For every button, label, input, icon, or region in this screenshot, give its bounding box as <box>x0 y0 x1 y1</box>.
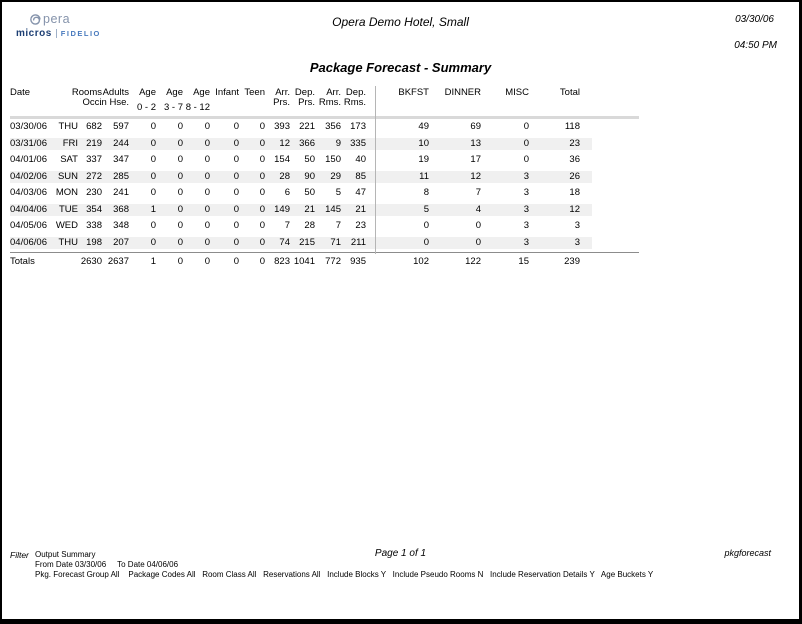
cell-teen: 0 <box>259 154 265 165</box>
cell-age-0-2: 0 <box>150 121 156 132</box>
cell-adults-in-hse: 347 <box>113 154 129 165</box>
col-header-teen: Teen <box>244 87 265 98</box>
cell-age-3-7: 0 <box>177 187 183 198</box>
cell-age-8-12: 0 <box>204 187 210 198</box>
cell-arr-prs: 28 <box>279 170 290 182</box>
forecast-table <box>10 119 592 251</box>
cell-date: 04/06/06 <box>10 236 47 248</box>
cell-age-8-12: 0 <box>204 121 210 132</box>
cell-age-8-12: 0 <box>204 236 210 248</box>
cell-infant: 0 <box>233 121 239 132</box>
cell-bkfst: 49 <box>418 121 429 132</box>
section-divider <box>375 86 376 254</box>
cell-rooms-occ: 354 <box>86 203 102 215</box>
cell-teen: 0 <box>259 187 265 198</box>
cell-arr-prs: 149 <box>274 203 290 215</box>
cell-day: MON <box>55 187 78 198</box>
print-date: 03/30/06 <box>735 14 774 25</box>
cell-infant: 0 <box>233 220 239 231</box>
cell-bkfst: 19 <box>418 154 429 165</box>
cell-date: 04/05/06 <box>10 220 47 231</box>
cell-adults-in-hse: 597 <box>113 121 129 132</box>
cell-date: 04/02/06 <box>10 170 47 182</box>
totals-cell-teen: 0 <box>259 256 265 267</box>
cell-arr-rms: 145 <box>325 203 341 215</box>
cell-age-3-7: 0 <box>177 121 183 132</box>
totals-cell-total: 239 <box>564 256 580 267</box>
cell-dep-prs: 366 <box>299 137 315 149</box>
cell-age-3-7: 0 <box>177 236 183 248</box>
cell-dep-rms: 85 <box>355 170 366 182</box>
cell-age-3-7: 0 <box>177 220 183 231</box>
cell-misc: 0 <box>523 154 529 165</box>
cell-misc: 3 <box>523 236 529 248</box>
cell-date: 04/01/06 <box>10 154 47 165</box>
cell-dinner: 0 <box>475 236 481 248</box>
cell-age-3-7: 0 <box>177 137 183 149</box>
totals-cell-age-0-2: 1 <box>150 256 156 267</box>
cell-dinner: 17 <box>470 154 481 165</box>
cell-infant: 0 <box>233 187 239 198</box>
totals-cell-age-3-7: 0 <box>177 256 183 267</box>
cell-age-0-2: 0 <box>150 154 156 165</box>
cell-age-3-7: 0 <box>177 170 183 182</box>
cell-total: 23 <box>569 137 580 149</box>
cell-arr-prs: 154 <box>274 154 290 165</box>
cell-rooms-occ: 272 <box>86 170 102 182</box>
table-row <box>10 136 592 153</box>
cell-date: 03/31/06 <box>10 137 47 149</box>
cell-arr-rms: 5 <box>335 187 341 198</box>
cell-age-0-2: 0 <box>150 137 156 149</box>
totals-cell-dep-rms: 935 <box>350 256 366 267</box>
cell-dep-prs: 50 <box>304 154 315 165</box>
cell-bkfst: 10 <box>418 137 429 149</box>
cell-teen: 0 <box>259 236 265 248</box>
cell-bkfst: 5 <box>423 203 429 215</box>
fidelio-text: FIDELIO <box>60 29 101 38</box>
cell-age-0-2: 1 <box>150 203 156 215</box>
cell-day: TUE <box>59 203 78 215</box>
cell-day: SAT <box>60 154 78 165</box>
table-row <box>10 235 592 252</box>
cell-total: 36 <box>569 154 580 165</box>
cell-dinner: 4 <box>475 203 481 215</box>
cell-dinner: 12 <box>470 170 481 182</box>
cell-arr-rms: 9 <box>335 137 341 149</box>
cell-day: FRI <box>62 137 78 149</box>
cell-misc: 3 <box>523 187 529 198</box>
table-row <box>10 218 592 235</box>
table-header-row <box>10 88 580 118</box>
page-title: Package Forecast - Summary <box>309 60 492 75</box>
cell-age-8-12: 0 <box>204 170 210 182</box>
cell-dep-rms: 173 <box>350 121 366 132</box>
cell-adults-in-hse: 368 <box>113 203 129 215</box>
cell-adults-in-hse: 241 <box>113 187 129 198</box>
cell-age-0-2: 0 <box>150 236 156 248</box>
cell-total: 12 <box>569 203 580 215</box>
cell-teen: 0 <box>259 220 265 231</box>
cell-infant: 0 <box>233 154 239 165</box>
col-header-dep-prs: Dep. Prs. <box>294 87 315 108</box>
cell-adults-in-hse: 348 <box>113 220 129 231</box>
col-header-age-0-2: Age 0 - 2 <box>136 87 156 113</box>
col-header-arr-rms: Arr. Rms. <box>318 87 341 108</box>
cell-rooms-occ: 338 <box>86 220 102 231</box>
cell-bkfst: 0 <box>423 220 429 231</box>
cell-dinner: 69 <box>470 121 481 132</box>
cell-rooms-occ: 230 <box>86 187 102 198</box>
cell-misc: 3 <box>523 170 529 182</box>
totals-cell-arr-rms: 772 <box>325 256 341 267</box>
footer-options-line: Pkg. Forecast Group All Package Codes All Room Class All Reservations All Include Blocks Y Include Pseudo Rooms N Include Reservation Details Y Age Buckets Y <box>35 570 654 579</box>
cell-age-3-7: 0 <box>177 203 183 215</box>
micros-text: micros <box>16 28 52 39</box>
cell-dep-prs: 21 <box>304 203 315 215</box>
table-row <box>10 119 592 136</box>
col-header-misc: MISC <box>505 87 529 98</box>
totals-cell-infant: 0 <box>233 256 239 267</box>
cell-rooms-occ: 682 <box>86 121 102 132</box>
cell-arr-rms: 150 <box>325 154 341 165</box>
cell-dinner: 0 <box>475 220 481 231</box>
cell-day: WED <box>55 220 78 231</box>
report-code: pkgforecast <box>724 548 771 558</box>
cell-misc: 3 <box>523 203 529 215</box>
cell-day: THU <box>58 236 78 248</box>
cell-adults-in-hse: 244 <box>113 137 129 149</box>
cell-bkfst: 0 <box>423 236 429 248</box>
cell-arr-prs: 12 <box>279 137 290 149</box>
opera-brand-text: pera <box>43 12 71 26</box>
col-header-rooms-occ: Rooms Occ. <box>71 87 102 108</box>
cell-rooms-occ: 219 <box>86 137 102 149</box>
cell-dep-rms: 21 <box>355 203 366 215</box>
cell-dep-rms: 40 <box>355 154 366 165</box>
cell-age-0-2: 0 <box>150 187 156 198</box>
cell-teen: 0 <box>259 170 265 182</box>
cell-dep-prs: 90 <box>304 170 315 182</box>
cell-teen: 0 <box>259 121 265 132</box>
footer-daterange-line: From Date 03/30/06 To Date 04/06/06 <box>35 560 179 569</box>
cell-misc: 0 <box>523 137 529 149</box>
cell-misc: 0 <box>523 121 529 132</box>
cell-infant: 0 <box>233 170 239 182</box>
cell-arr-prs: 7 <box>284 220 290 231</box>
cell-day: SUN <box>57 170 78 182</box>
cell-arr-prs: 393 <box>274 121 290 132</box>
totals-cell-dinner: 122 <box>465 256 481 267</box>
cell-age-0-2: 0 <box>150 170 156 182</box>
cell-total: 3 <box>574 236 580 248</box>
totals-cell-adults-in-hse: 2637 <box>107 256 129 267</box>
col-header-infant: Infant <box>215 87 239 98</box>
cell-bkfst: 11 <box>419 170 429 182</box>
page-indicator: Page 1 of 1 <box>374 548 427 559</box>
totals-cell-rooms-occ: 2630 <box>80 256 102 267</box>
col-header-total: Total <box>559 87 580 98</box>
footer-output-line: Output Summary <box>35 550 96 559</box>
table-row <box>10 202 592 219</box>
cell-teen: 0 <box>259 137 265 149</box>
table-row <box>10 185 592 202</box>
totals-cell-bkfst: 102 <box>413 256 429 267</box>
cell-date: 03/30/06 <box>10 121 47 132</box>
cell-infant: 0 <box>233 203 239 215</box>
print-time: 04:50 PM <box>734 40 777 51</box>
cell-total: 18 <box>569 187 580 198</box>
cell-age-8-12: 0 <box>204 154 210 165</box>
cell-age-8-12: 0 <box>204 220 210 231</box>
footer-filter-label: Filter <box>10 550 29 560</box>
col-header-bkfst: BKFST <box>398 87 429 98</box>
logo-divider <box>56 29 57 38</box>
cell-dep-prs: 28 <box>304 220 315 231</box>
col-header-date: Date <box>10 87 31 98</box>
totals-rule <box>10 252 639 253</box>
cell-arr-rms: 71 <box>330 236 341 248</box>
cell-adults-in-hse: 285 <box>113 170 129 182</box>
table-row <box>10 152 592 169</box>
cell-age-8-12: 0 <box>204 203 210 215</box>
cell-age-0-2: 0 <box>150 220 156 231</box>
cell-arr-rms: 7 <box>335 220 341 231</box>
cell-teen: 0 <box>259 203 265 215</box>
micros-fidelio-wordmark <box>16 28 101 39</box>
cell-arr-prs: 6 <box>284 187 290 198</box>
cell-dep-prs: 50 <box>304 187 315 198</box>
hotel-name: Opera Demo Hotel, Small <box>332 15 469 29</box>
cell-misc: 3 <box>523 220 529 231</box>
cell-dep-rms: 47 <box>355 187 366 198</box>
cell-dinner: 7 <box>475 187 481 198</box>
col-header-age-3-7: Age 3 - 7 <box>163 87 183 113</box>
table-row <box>10 169 592 186</box>
totals-cell-age-8-12: 0 <box>204 256 210 267</box>
totals-cell-dep-prs: 1041 <box>293 256 315 267</box>
cell-dep-rms: 335 <box>350 137 366 149</box>
cell-age-8-12: 0 <box>204 137 210 149</box>
cell-age-3-7: 0 <box>177 154 183 165</box>
totals-cell-day <box>54 254 80 271</box>
totals-cell-date: Totals <box>10 256 35 267</box>
cell-total: 26 <box>569 170 580 182</box>
cell-infant: 0 <box>233 137 239 149</box>
col-header-dep-rms: Dep. Rms. <box>343 87 366 108</box>
cell-day: THU <box>58 121 78 132</box>
totals-row <box>10 254 592 271</box>
totals-cell-misc: 15 <box>518 256 529 267</box>
cell-infant: 0 <box>233 236 239 248</box>
col-header-adults-in-hse: Adults in Hse. <box>99 87 129 108</box>
cell-rooms-occ: 198 <box>86 236 102 248</box>
cell-date: 04/04/06 <box>10 203 47 215</box>
cell-dep-prs: 215 <box>299 236 315 248</box>
cell-arr-rms: 356 <box>325 121 341 132</box>
col-header-age-8-12: Age 8 - 12 <box>185 87 210 113</box>
col-header-dinner: DINNER <box>444 87 481 98</box>
cell-dinner: 13 <box>470 137 481 149</box>
col-header-arr-prs: Arr. Prs. <box>273 87 290 108</box>
cell-rooms-occ: 337 <box>86 154 102 165</box>
cell-bkfst: 8 <box>423 187 429 198</box>
totals-cell-arr-prs: 823 <box>274 256 290 267</box>
cell-adults-in-hse: 207 <box>113 236 129 248</box>
cell-dep-prs: 221 <box>299 121 315 132</box>
cell-arr-prs: 74 <box>279 236 290 248</box>
cell-total: 3 <box>574 220 580 231</box>
cell-arr-rms: 29 <box>330 170 341 182</box>
cell-date: 04/03/06 <box>10 187 47 198</box>
cell-dep-rms: 211 <box>350 236 366 248</box>
cell-total: 118 <box>564 121 580 132</box>
cell-dep-rms: 23 <box>355 220 366 231</box>
